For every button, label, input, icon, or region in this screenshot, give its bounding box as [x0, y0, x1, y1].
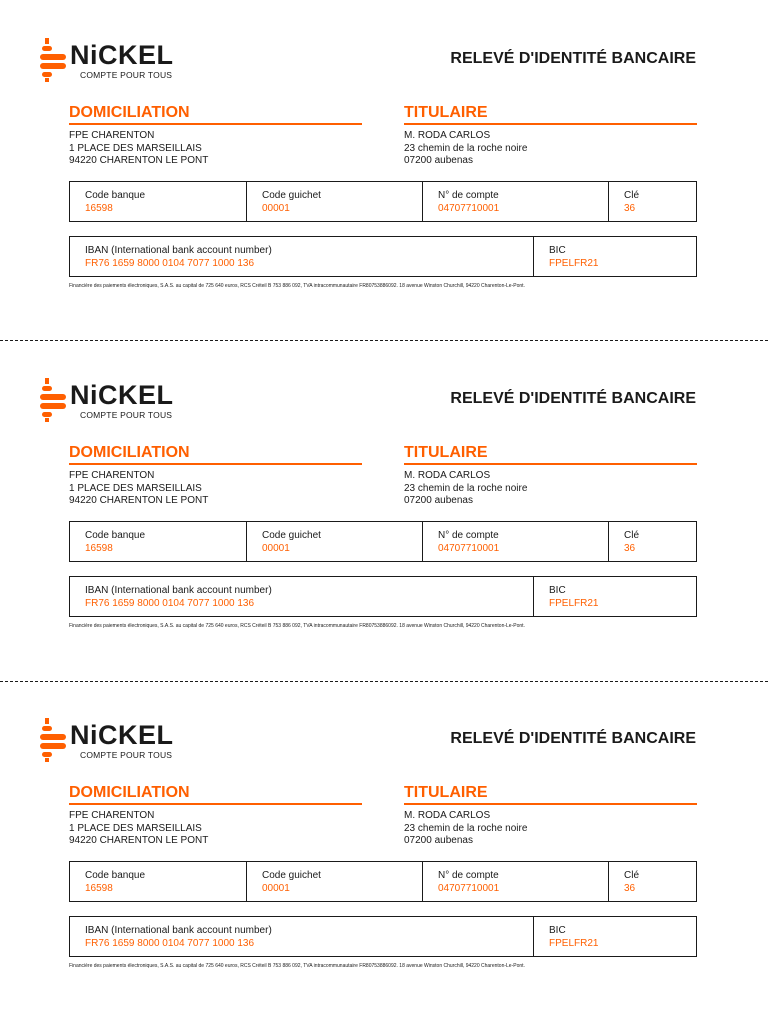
domiciliation-line: 1 PLACE DES MARSEILLAIS [69, 482, 202, 494]
titulaire-line: 07200 aubenas [404, 495, 473, 506]
code-guichet-cell [247, 182, 423, 221]
code-banque-label: Code banque [85, 190, 146, 201]
numero-compte-cell [423, 522, 609, 561]
cut-line [0, 340, 768, 341]
code-banque-value: 16598 [85, 543, 113, 554]
brand-name: NiCKEL [70, 40, 174, 70]
iban-value: FR76 1659 8000 0104 7077 1000 136 [85, 938, 255, 949]
iban-cell [70, 917, 534, 956]
code-banque-cell [70, 522, 247, 561]
nickel-stack-icon [40, 378, 66, 422]
iban-cell [70, 237, 534, 276]
legal-notice: Financière des paiements électroniques, S.A.S. au capital de 725 640 euros, RCS Créteil B 753 886 092, TVA intracommunautaire FR80753886092. 18 avenue Winston Churchill, 94220 Charenton-Le-Pont. [69, 963, 525, 969]
titulaire-line: M. RODA CARLOS [404, 470, 491, 481]
bank-codes-box [69, 521, 697, 562]
numero-compte-label: N° de compte [438, 190, 499, 201]
bank-codes-box [69, 181, 697, 222]
brand-tagline: COMPTE POUR TOUS [80, 750, 173, 760]
document-title: RELEVÉ D'IDENTITÉ BANCAIRE [450, 50, 696, 67]
cut-line [0, 681, 768, 682]
domiciliation-section [69, 104, 362, 168]
brand-name: NiCKEL [70, 380, 174, 410]
domiciliation-line: FPE CHARENTON [69, 130, 155, 141]
code-guichet-cell [247, 862, 423, 901]
domiciliation-line: 94220 CHARENTON LE PONT [69, 835, 209, 846]
titulaire-heading: TITULAIRE [404, 784, 697, 805]
numero-compte-value: 04707710001 [438, 203, 500, 214]
iban-label: IBAN (International bank account number) [85, 925, 272, 936]
bic-cell [534, 237, 696, 276]
bank-codes-box [69, 861, 697, 902]
numero-compte-label: N° de compte [438, 870, 499, 881]
cle-value: 36 [624, 203, 636, 214]
brand-tagline: COMPTE POUR TOUS [80, 70, 173, 80]
iban-label: IBAN (International bank account number) [85, 245, 272, 256]
nickel-stack-icon [40, 38, 66, 82]
bic-value: FPELFR21 [549, 258, 599, 269]
bic-label: BIC [549, 245, 566, 256]
numero-compte-value: 04707710001 [438, 883, 500, 894]
iban-value: FR76 1659 8000 0104 7077 1000 136 [85, 258, 255, 269]
domiciliation-line: 1 PLACE DES MARSEILLAIS [69, 142, 202, 154]
code-banque-value: 16598 [85, 203, 113, 214]
titulaire-line: 23 chemin de la roche noire [404, 822, 528, 834]
code-guichet-label: Code guichet [262, 870, 321, 881]
document-title: RELEVÉ D'IDENTITÉ BANCAIRE [450, 390, 696, 407]
brand-name: NiCKEL [70, 720, 174, 750]
legal-notice: Financière des paiements électroniques, S.A.S. au capital de 725 640 euros, RCS Créteil B 753 886 092, TVA intracommunautaire FR80753886092. 18 avenue Winston Churchill, 94220 Charenton-Le-Pont. [69, 623, 525, 629]
bic-label: BIC [549, 925, 566, 936]
rib-copy-1 [0, 30, 768, 330]
brand-tagline: COMPTE POUR TOUS [80, 410, 173, 420]
iban-bic-box [69, 916, 697, 957]
cle-cell [609, 182, 696, 221]
bic-cell [534, 577, 696, 616]
code-guichet-label: Code guichet [262, 190, 321, 201]
nickel-logo [40, 378, 180, 422]
code-guichet-label: Code guichet [262, 530, 321, 541]
titulaire-line: 07200 aubenas [404, 835, 473, 846]
domiciliation-heading: DOMICILIATION [69, 444, 362, 465]
code-banque-cell [70, 182, 247, 221]
domiciliation-heading: DOMICILIATION [69, 104, 362, 125]
code-banque-value: 16598 [85, 883, 113, 894]
code-guichet-value: 00001 [262, 543, 290, 554]
titulaire-section [404, 444, 697, 508]
legal-notice: Financière des paiements électroniques, S.A.S. au capital de 725 640 euros, RCS Créteil B 753 886 092, TVA intracommunautaire FR80753886092. 18 avenue Winston Churchill, 94220 Charenton-Le-Pont. [69, 283, 525, 289]
bic-value: FPELFR21 [549, 938, 599, 949]
rib-copy-3 [0, 710, 768, 1010]
iban-value: FR76 1659 8000 0104 7077 1000 136 [85, 598, 255, 609]
bic-label: BIC [549, 585, 566, 596]
cle-cell [609, 522, 696, 561]
cle-value: 36 [624, 543, 636, 554]
numero-compte-label: N° de compte [438, 530, 499, 541]
numero-compte-cell [423, 182, 609, 221]
iban-bic-box [69, 576, 697, 617]
titulaire-section [404, 104, 697, 168]
iban-cell [70, 577, 534, 616]
cle-value: 36 [624, 883, 636, 894]
titulaire-line: 23 chemin de la roche noire [404, 482, 528, 494]
cle-cell [609, 862, 696, 901]
code-banque-label: Code banque [85, 870, 146, 881]
nickel-logo [40, 718, 180, 762]
code-guichet-value: 00001 [262, 203, 290, 214]
code-banque-label: Code banque [85, 530, 146, 541]
domiciliation-line: 94220 CHARENTON LE PONT [69, 155, 209, 166]
code-banque-cell [70, 862, 247, 901]
cle-label: Clé [624, 190, 640, 201]
iban-label: IBAN (International bank account number) [85, 585, 272, 596]
bic-cell [534, 917, 696, 956]
domiciliation-line: 94220 CHARENTON LE PONT [69, 495, 209, 506]
code-guichet-value: 00001 [262, 883, 290, 894]
iban-bic-box [69, 236, 697, 277]
numero-compte-value: 04707710001 [438, 543, 500, 554]
document-title: RELEVÉ D'IDENTITÉ BANCAIRE [450, 730, 696, 747]
titulaire-heading: TITULAIRE [404, 444, 697, 465]
titulaire-line: M. RODA CARLOS [404, 810, 491, 821]
domiciliation-heading: DOMICILIATION [69, 784, 362, 805]
nickel-logo [40, 38, 180, 82]
domiciliation-line: 1 PLACE DES MARSEILLAIS [69, 822, 202, 834]
rib-copy-2 [0, 370, 768, 670]
bic-value: FPELFR21 [549, 598, 599, 609]
cle-label: Clé [624, 870, 640, 881]
domiciliation-line: FPE CHARENTON [69, 470, 155, 481]
cle-label: Clé [624, 530, 640, 541]
titulaire-section [404, 784, 697, 848]
titulaire-line: M. RODA CARLOS [404, 130, 491, 141]
domiciliation-line: FPE CHARENTON [69, 810, 155, 821]
domiciliation-section [69, 444, 362, 508]
titulaire-line: 23 chemin de la roche noire [404, 142, 528, 154]
domiciliation-section [69, 784, 362, 848]
titulaire-heading: TITULAIRE [404, 104, 697, 125]
numero-compte-cell [423, 862, 609, 901]
nickel-stack-icon [40, 718, 66, 762]
titulaire-line: 07200 aubenas [404, 155, 473, 166]
code-guichet-cell [247, 522, 423, 561]
